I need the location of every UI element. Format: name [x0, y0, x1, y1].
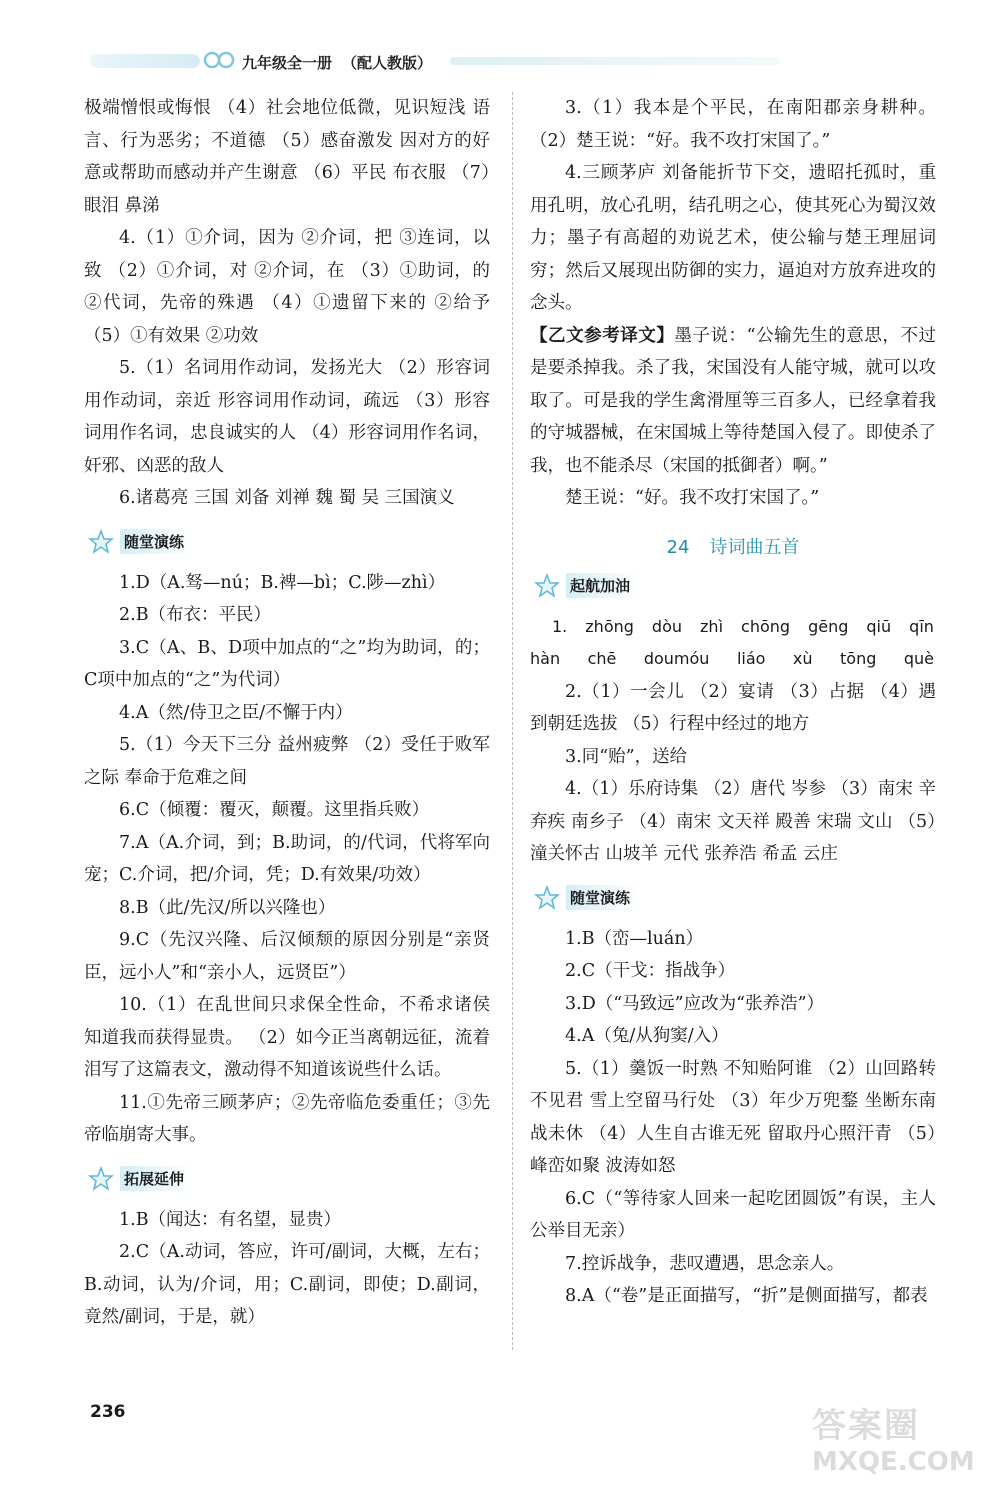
right-column [530, 92, 936, 1313]
answer-item: 7.A（A.介词，到；B.助词，的/代词，代将军向宠；C.介词，把/介词，凭；D.有效果/功效） [84, 832, 490, 885]
section-header-extension [84, 1162, 490, 1196]
answer-item: 5.（1）羹饭一时熟 不知贻阿谁 （2）山回路转不见君 雪上空留马行处 （3）年少万兜鍪 坐断东南战未休 （4）人生自古谁无死 留取丹心照汗青 （5）峰峦如聚 波涛如怒 [530, 1058, 936, 1176]
header-title: 九年级全一册 （配人教版） [242, 54, 433, 72]
answer-item: 1.B（峦—luán） [565, 928, 704, 949]
answer-item: 3.同“贻”，送给 [565, 746, 688, 767]
answer-item: 7.控诉战争，悲叹遭遇，思念亲人。 [565, 1253, 845, 1274]
header-decoration [90, 54, 200, 68]
star-icon [534, 573, 560, 599]
section-header-warmup [530, 569, 936, 603]
left-column [84, 92, 490, 1334]
section-label: 随堂演练 [120, 529, 194, 554]
lesson-number: 24 [666, 536, 690, 558]
watermark [812, 1398, 982, 1482]
answer-item: 1.D（A.驽—nú；B.裨—bì；C.陟—zhì） [119, 572, 446, 593]
answer-item: 2.C（干戈：指战争） [565, 961, 736, 981]
answer-item: 3.D（“马致远”应改为“张养浩”） [565, 993, 825, 1014]
answer-item: 6.C（“等待家人回来一起吃团圆饭”有误，主人公举目无亲） [530, 1188, 936, 1241]
section-label: 随堂演练 [566, 885, 640, 910]
answer-item: 2.C（A.动词，答应，许可/副词，大概，左右；B.动词，认为/介词，用；C.副词，即使；D.副词，竟然/副词，于是，就） [84, 1242, 490, 1327]
star-icon [88, 529, 114, 555]
answer-paragraph: 5.（1）名词用作动词，发扬光大 （2）形容词用作动词，亲近 形容词用作动词，疏远 （3）形容词用作名词，忠良诚实的人 （4）形容词用作名词，奸邪、凶恶的敌人 [84, 358, 490, 476]
lesson-name: 诗词曲五首 [709, 536, 800, 558]
section-label: 起航加油 [566, 573, 640, 598]
page-header [90, 48, 910, 78]
header-bar [450, 57, 780, 65]
answer-item: 11.①先帝三顾茅庐；②先帝临危委重任；③先帝临崩寄大事。 [84, 1092, 490, 1145]
book-logo-icon [202, 50, 236, 70]
section-label: 拓展延伸 [120, 1166, 194, 1191]
watermark-url: MXQE.COM [812, 1447, 975, 1477]
answer-item: 5.（1）今天下三分 益州疲弊 （2）受任于败军之际 奉命于危难之间 [84, 735, 490, 788]
answer-item: 4.A（兔/从狗窦/入） [565, 1026, 729, 1046]
section-header-practice [530, 881, 936, 915]
column-divider [512, 92, 513, 1350]
translation-label: 【乙文参考译文】 [530, 325, 675, 346]
translation-end: 楚王说：“好。我不攻打宋国了。” [565, 488, 820, 508]
translation-paragraph [530, 320, 936, 483]
answer-item: 6.C（倾覆：覆灭，颠覆。这里指兵败） [119, 800, 430, 820]
answer-item: 9.C（先汉兴隆、后汉倾颓的原因分别是“亲贤臣，远小人”和“亲小人，远贤臣”） [84, 930, 490, 983]
answer-item: 8.A（“卷”是正面描写，“折”是侧面描写，都表 [565, 1286, 928, 1306]
answer-paragraph: 4.（1）①介词，因为 ②介词，把 ③连词，以致 （2）①介词，对 ②介词，在 （3）①助词，的 ②代词，先帝的殊遇 （4）①遗留下来的 ②给予 （5）①有效果 ②功效 [84, 228, 490, 346]
answer-item: 4.A（然/侍卫之臣/不懈于内） [119, 702, 353, 723]
answer-item: 3.（1）我本是个平民，在南阳郡亲身耕种。（2）楚王说：“好。我不攻打宋国了。” [530, 98, 936, 151]
pinyin-row: 1. zhōng dòu zhì chōng gēng qiū qīn [552, 616, 934, 636]
answer-item: 2.（1）一会儿 （2）宴请 （3）占据 （4）遇到朝廷选拔 （5）行程中经过的地方 [530, 681, 936, 734]
lesson-title [530, 533, 936, 559]
pinyin-row: hàn chē doumóu liáo xù tōng què [530, 649, 934, 668]
section-header-practice [84, 525, 490, 559]
watermark-logo: 答案圈 [812, 1406, 920, 1446]
translation-text: 墨子说：“公输先生的意思，不过是要杀掉我。杀了我，宋国没有人能守城，就可以攻取了。可是我的学生禽滑厘等三百多人，已经拿着我的守城器械，在宋国城上等待楚国入侵了。即使杀了我，也不能杀尽（宋国的抵御者）啊。” [530, 325, 937, 476]
star-icon [534, 885, 560, 911]
answer-item: 4.三顾茅庐 刘备能折节下交，遗昭托孤时，重用孔明，放心孔明，结孔明之心，使其死心为蜀汉效力；墨子有高超的劝说艺术，使公输与楚王理屈词穷；然后又展现出防御的实力，逼迫对方放弃进攻的念头。 [530, 163, 936, 313]
answer-item: 8.B（此/先汉/所以兴隆也） [119, 897, 336, 918]
answer-item: 3.C（A、B、D项中加点的“之”均为助词，的；C项中加点的“之”为代词） [84, 637, 490, 690]
answer-paragraph: 6.诸葛亮 三国 刘备 刘禅 魏 蜀 吴 三国演义 [119, 488, 455, 508]
answer-item: 2.B（布衣：平民） [119, 605, 272, 625]
answer-paragraph: 极端憎恨或悔恨 （4）社会地位低微，见识短浅 语言、行为恶劣；不道德 （5）感奋激发 因对方的好意或帮助而感动并产生谢意 （6）平民 布衣服 （7）眼泪 鼻涕 [84, 98, 490, 216]
star-icon [88, 1166, 114, 1192]
answer-item: 1.B（闻达：有名望，显贵） [119, 1209, 342, 1230]
page-number: 236 [90, 1402, 126, 1422]
answer-item: 4.（1）乐府诗集 （2）唐代 岑参 （3）南宋 辛弃疾 南乡子 （4）南宋 文天祥 殿善 宋瑞 文山 （5）潼关怀古 山坡羊 元代 张养浩 希孟 云庄 [530, 779, 936, 864]
answer-item: 10.（1）在乱世间只求保全性命，不希求诸侯知道我而获得显贵。 （2）如今正当离朝远征，流着泪写了这篇表文，激动得不知道该说些什么话。 [84, 995, 490, 1080]
